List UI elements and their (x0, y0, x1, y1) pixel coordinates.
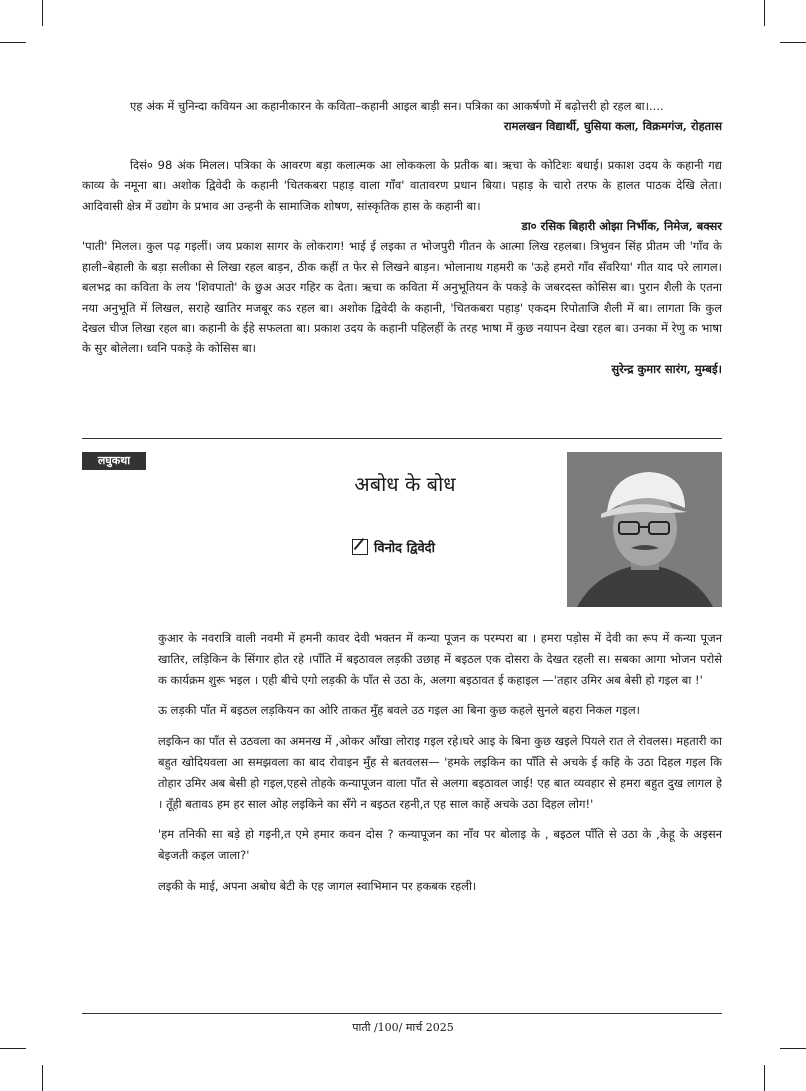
story-title: अबोध के बोध (354, 472, 456, 496)
story-paragraph: 'हम तनिकी सा बड़े हो गइनी,त एमे हमार कवन दोस ? कन्यापूजन का नाँव पर बोलाइ के , बइठल पाँति से उठा के ,केहू के अइसन बेइजती कइल जाला?' (158, 827, 722, 863)
story-body (158, 628, 722, 907)
crop-mark (42, 0, 43, 26)
letter-signature: सुरेन्द्र कुमार सारंग, मुम्बई। (611, 361, 722, 376)
letter-signature: डा० रसिक बिहारी ओझा निर्भीक, निमेज, बक्सर (521, 219, 722, 234)
letter-signature: रामलखन विद्यार्थी, घुसिया कला, विक्रमगंज, रोहतास (503, 119, 722, 134)
footer-divider (82, 1013, 722, 1014)
section-divider (82, 438, 722, 439)
story-paragraph: लइकिन का पाँत से उठवला का अमनख में ,ओकर आँखा लोराइ गइल रहे।घरे आइ के बिना कुछ खइले पियले रात ले रोवलस। महतारी का बहुत खोदियवला आ समझवला का बाद रोवाइन मुँह से बतवलस— 'हमके लइकिन का पाँति से अचके ई कहि के उठा दिहल गइल कि तोहार उमिर अब बेसी हो गइल,एहसे तोहके कन्यापूजन वाला पाँत से अलगा बइठावल जाई! एह बात व्यवहार से हमरा बहुत दुख लागल हे । तूँही बतावऽ हम हर साल ओह लइकिने का सँगे न बइठत रहनी,त एह साल काहें अचके उठा दिहल लोग!' (158, 734, 722, 811)
story-paragraph: कुआर के नवरात्रि वाली नवमी में हमनी कावर देवी भक्तन में कन्या पूजन क परम्परा बा । हमरा पड़ोस में देवी का रूप में कन्या पूजन खातिर, लड़िकिन के सिंगार होत रहे ।पाँति में बइठावल लड़की उछाह में बइठल एक दोसरा के देखत रहली स। सबका आगा भोजन परोसे क कार्यक्रम शुरू भइल । एही बीचे एगो लड़की के पाँत से उठा के, अलगा बइठावत ई कहाइल —'तहार उमिर अब बेसी हो गइल बा !' (158, 631, 722, 687)
crop-mark (780, 1048, 806, 1049)
section-tag: लघुकथा (82, 452, 146, 470)
author-photo (567, 452, 722, 607)
story-paragraph: लइकी के माई, अपना अबोध बेटी के एह जागल स्वाभिमान पर हकबक रहली। (158, 878, 477, 893)
letter-text: एह अंक में चुनिन्दा कवियन आ कहानीकारन के कविता–कहानी आइल बाड़ी सन। पत्रिका का आकर्षणो में बढ़ोत्तरी हो रहल बा।.... (130, 99, 664, 113)
letters-section (82, 96, 722, 379)
crop-mark (0, 42, 26, 43)
story-paragraph: ऊ लड़की पाँत में बइठल लड़कियन का ओरि ताकत मुँह बवले उठ गइल आ बिना कुछ कहले सुनले बहरा निकल गइल। (158, 703, 641, 718)
crop-mark (764, 1065, 765, 1091)
pen-icon (352, 539, 368, 555)
page-footer: पाती /100/ मार्च 2025 (352, 1021, 454, 1034)
crop-mark (764, 0, 765, 26)
crop-mark (42, 1065, 43, 1091)
letter-text: दिसं० 98 अंक मिलल। पत्रिका के आवरण बड़ा कलात्मक आ लोककला के प्रतीक बा। ऋचा के कोटिशः बधाई। प्रकाश उदय के कहानी गद्य काव्य के नमूना बा। अशोक द्विवेदी के कहानी 'चितकबरा पहाड़ वाला गाँव' वातावरण प्रधान बिया। पहाड़ के चारो तरफ के हालत पाठक देखि लेता। आदिवासी क्षेत्र में उद्योग के प्रभाव आ उन्हनी के सामाजिक शोषण, सांस्कृतिक हास के कहानी बा। (82, 157, 722, 213)
author-line (352, 538, 435, 556)
letter-text: 'पाती' मिलल। कुल पढ़ गइलीं। जय प्रकाश सागर के लोकराग! भाई ई लइका त भोजपुरी गीतन के आत्मा लिख रहलबा। त्रिभुवन सिंह प्रीतम जी 'गाँव के हाली–बेहाली के बड़ा सलीका से लिखा रहल बाड़न, ठीक कहीं त फेर से लिखने बाड़न। भोलानाथ गहमरी क 'ऊहे हमरो गाँव सँवरिया' गीत याद परे लागल। बलभद्र का कविता के लय 'शिवपातो' के छुअ अउर गहिर क देता। ऋचा क कविता में अनुभूतियन के पकड़े के जबरदस्त कोसिस बा। पुरान शैली के एतना नया अनुभूति में लिखल, सराहे खातिर मजबूर कऽ रहल बा। अशोक द्विवेदी के कहानी, 'चितकबरा पहाड़' एकदम रिपोताजि शैली में बा। लागता कि कुल देखल चीज लिखा रहल बा। कहानी के ईहे सफलता बा। प्रकाश उदय के कहानी पहिलहीं के तरह भाषा में कुछ नयापन देखा रहल बा। उनका में रेणु क भाषा के सुर बोलेला। ध्वनि पकड़े के कोसिस बा। (82, 239, 722, 356)
crop-mark (0, 1048, 26, 1049)
author-name: विनोद द्विवेदी (374, 541, 435, 556)
crop-mark (780, 42, 806, 43)
